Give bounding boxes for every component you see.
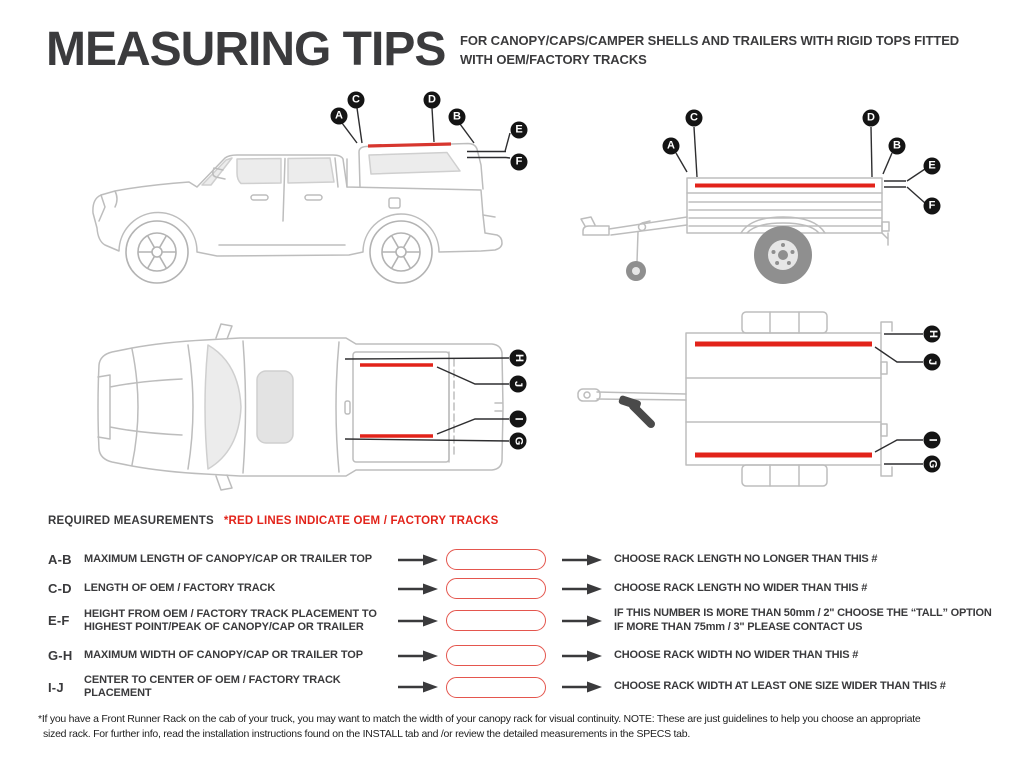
measurement-row bbox=[48, 578, 1010, 599]
measurement-row bbox=[48, 607, 1010, 634]
arrow-right-icon bbox=[562, 615, 602, 627]
arrow-right-icon bbox=[398, 615, 438, 627]
marker-j: J bbox=[510, 376, 527, 393]
marker-e: E bbox=[511, 122, 528, 139]
marker-b: B bbox=[889, 138, 906, 155]
footnote-line-1: *If you have a Front Runner Rack on the cab of your truck, you may want to match the width of your canopy rack for visual continuity. NOTE: These are just guidelines to help you choose an appropriate bbox=[38, 713, 921, 725]
measurement-value-field bbox=[446, 610, 546, 631]
arrow-right-icon bbox=[562, 583, 602, 595]
required-measurements-legend bbox=[48, 515, 499, 527]
measurement-code: C-D bbox=[48, 581, 72, 596]
arrow-right-icon bbox=[398, 681, 438, 693]
marker-a: A bbox=[331, 108, 348, 125]
marker-c: C bbox=[348, 92, 365, 109]
leader-lines bbox=[342, 108, 510, 158]
measurement-row bbox=[48, 645, 1010, 666]
measurement-value-field bbox=[446, 645, 546, 666]
footnote bbox=[38, 712, 921, 741]
measurements-table bbox=[48, 549, 1010, 708]
arrow-right-icon bbox=[562, 681, 602, 693]
marker-d: D bbox=[863, 110, 880, 127]
measurement-description: LENGTH OF OEM / FACTORY TRACK bbox=[84, 582, 276, 594]
arrow-right-icon bbox=[562, 554, 602, 566]
marker-f: F bbox=[924, 198, 941, 215]
red-lines-note: *RED LINES INDICATE OEM / FACTORY TRACKS bbox=[223, 515, 499, 527]
marker-b: B bbox=[449, 109, 466, 126]
measurement-code: G-H bbox=[48, 648, 73, 663]
legend-heading: REQUIRED MEASUREMENTS bbox=[48, 515, 214, 527]
measurement-description: HEIGHT FROM OEM / FACTORY TRACK PLACEMENT TO HIGHEST POINT/PEAK OF CANOPY/CAP OR TRAILER bbox=[84, 607, 377, 633]
leader-lines bbox=[676, 127, 925, 203]
leader-lines bbox=[875, 334, 923, 464]
measurement-code: A-B bbox=[48, 552, 72, 567]
oem-track-line bbox=[368, 144, 451, 146]
arrow-right-icon bbox=[398, 650, 438, 662]
trailer-top-view-drawing bbox=[575, 300, 1005, 505]
measurement-instruction: CHOOSE RACK WIDTH AT LEAST ONE SIZE WIDER THAN THIS # bbox=[614, 680, 946, 693]
measurement-description: MAXIMUM WIDTH OF CANOPY/CAP OR TRAILER TOP bbox=[84, 649, 363, 661]
marker-h: H bbox=[510, 350, 527, 367]
measurement-instruction: CHOOSE RACK WIDTH NO WIDER THAN THIS # bbox=[614, 648, 859, 661]
measurement-description: CENTER TO CENTER OF OEM / FACTORY TRACK PLACEMENT bbox=[84, 674, 341, 699]
measurement-code: E-F bbox=[48, 613, 70, 628]
truck-rear-wheel bbox=[370, 221, 432, 283]
trailer-wheel bbox=[754, 226, 812, 284]
measurement-value-field bbox=[446, 677, 546, 698]
leader-lines bbox=[345, 358, 509, 441]
truck-top-view-drawing bbox=[90, 315, 540, 500]
measurement-code: I-J bbox=[48, 679, 64, 695]
truck-front-wheel bbox=[126, 221, 188, 283]
footnote-line-2: sized rack. For further info, read the installation instructions found on the INSTALL tab and /or review the detailed measurements in the SPECS tab. bbox=[43, 727, 691, 740]
marker-a: A bbox=[663, 138, 680, 155]
marker-d: D bbox=[424, 92, 441, 109]
truck-side-view-drawing bbox=[85, 95, 545, 290]
measurement-value-field bbox=[446, 549, 546, 570]
marker-g: G bbox=[924, 456, 941, 473]
arrow-right-icon bbox=[398, 554, 438, 566]
measurement-row bbox=[48, 674, 1010, 700]
marker-j: J bbox=[924, 354, 941, 371]
marker-i: I bbox=[510, 411, 527, 428]
marker-e: E bbox=[924, 158, 941, 175]
marker-i: I bbox=[924, 432, 941, 449]
subtitle-line-2: WITH OEM/FACTORY TRACKS bbox=[460, 52, 647, 67]
measurement-row bbox=[48, 549, 1010, 570]
measurement-instruction: IF THIS NUMBER IS MORE THAN 50mm / 2" CHOOSE THE “TALL” OPTION IF MORE THAN 75mm / 3" PLEASE CONTACT US bbox=[614, 607, 992, 633]
marker-f: F bbox=[511, 154, 528, 171]
marker-c: C bbox=[686, 110, 703, 127]
page-subtitle bbox=[460, 31, 959, 69]
subtitle-line-1: FOR CANOPY/CAPS/CAMPER SHELLS AND TRAILERS WITH RIGID TOPS FITTED bbox=[460, 33, 960, 48]
measurement-instruction: CHOOSE RACK LENGTH NO WIDER THAN THIS # bbox=[614, 581, 868, 594]
jockey-wheel bbox=[626, 261, 646, 281]
marker-h: H bbox=[924, 326, 941, 343]
measurement-instruction: CHOOSE RACK LENGTH NO LONGER THAN THIS # bbox=[614, 552, 878, 565]
measurement-value-field bbox=[446, 578, 546, 599]
arrow-right-icon bbox=[562, 650, 602, 662]
page-title: MEASURING TIPS bbox=[46, 23, 446, 76]
trailer-side-view-drawing bbox=[575, 105, 965, 290]
marker-g: G bbox=[510, 433, 527, 450]
arrow-right-icon bbox=[398, 583, 438, 595]
measurement-description: MAXIMUM LENGTH OF CANOPY/CAP OR TRAILER TOP bbox=[84, 553, 373, 565]
